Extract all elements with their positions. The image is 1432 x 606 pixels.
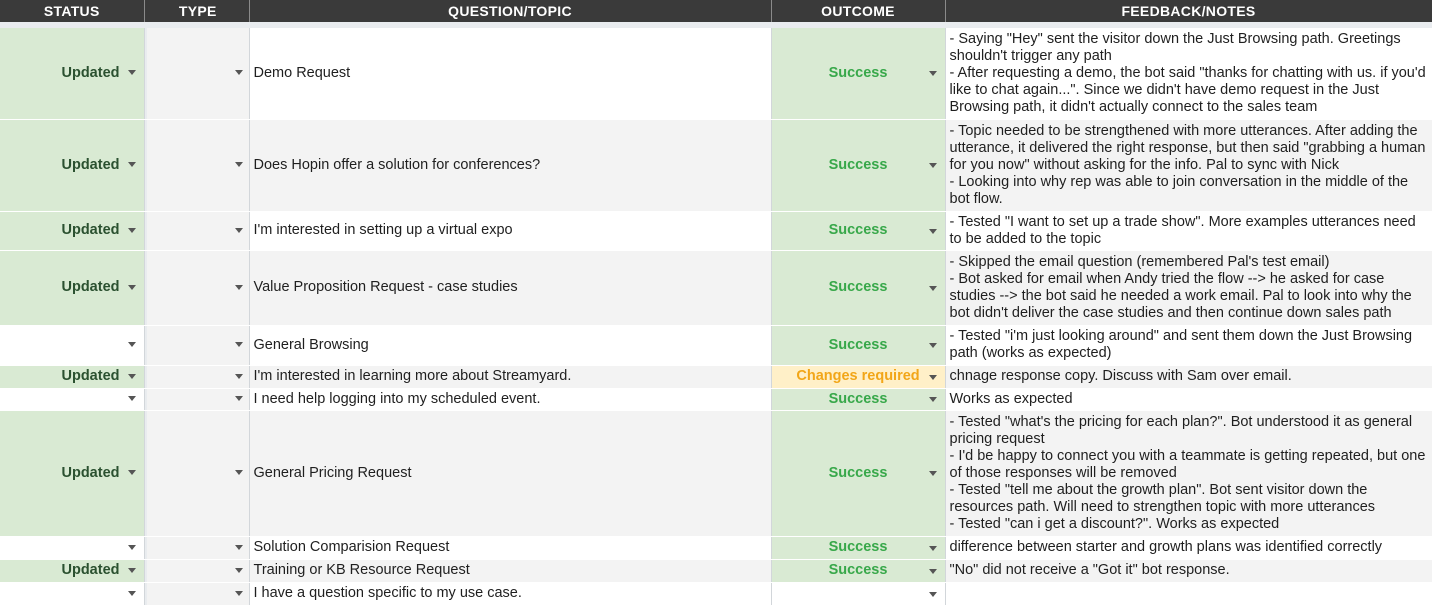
note-line: - Saying "Hey" sent the visitor down the Just Browsing path. Greetings shouldn't trigger any path xyxy=(949,30,1401,64)
chevron-down-icon[interactable] xyxy=(235,342,243,347)
header-status[interactable]: STATUS xyxy=(0,0,144,22)
chevron-down-icon[interactable] xyxy=(929,343,937,348)
note-line: - Skipped the email question (remembered Pal's test email) xyxy=(949,253,1330,270)
chevron-down-icon[interactable] xyxy=(235,591,243,596)
type-dropdown[interactable] xyxy=(147,325,249,365)
outcome-value: Success xyxy=(828,64,888,81)
header-question[interactable]: QUESTION/TOPIC xyxy=(249,0,771,22)
table-row xyxy=(0,325,1432,365)
status-dropdown[interactable] xyxy=(0,410,144,536)
question-cell[interactable]: General Browsing xyxy=(249,325,771,365)
chevron-down-icon[interactable] xyxy=(235,470,243,475)
chevron-down-icon[interactable] xyxy=(128,568,136,573)
question-cell[interactable]: Demo Request xyxy=(249,28,771,119)
note-line: - Tested "what's the pricing for each plan?". Bot understood it as general pricing request xyxy=(949,413,1413,447)
question-cell[interactable]: General Pricing Request xyxy=(249,410,771,536)
outcome-value: Success xyxy=(828,390,888,407)
chevron-down-icon[interactable] xyxy=(929,375,937,380)
type-dropdown[interactable] xyxy=(147,250,249,325)
note-line: - Bot asked for email when Andy tried the flow --> he asked for case studies --> the bot said he needed a work email. Pal to look into why the bot didn't deliver the case studies and then continue down sales path xyxy=(949,270,1412,321)
note-line: chnage response copy. Discuss with Sam over email. xyxy=(949,368,1292,384)
outcome-value: Changes required xyxy=(796,368,920,384)
notes-cell[interactable] xyxy=(945,211,1432,250)
chevron-down-icon[interactable] xyxy=(929,569,937,574)
chevron-down-icon[interactable] xyxy=(929,229,937,234)
note-line: Works as expected xyxy=(949,390,1073,407)
question-cell[interactable]: I need help logging into my scheduled event. xyxy=(249,388,771,410)
type-dropdown[interactable] xyxy=(147,119,249,211)
status-dropdown[interactable] xyxy=(0,388,144,410)
status-dropdown[interactable] xyxy=(0,250,144,325)
status-value: Updated xyxy=(61,368,120,384)
outcome-value: Success xyxy=(828,464,888,481)
note-line: - Topic needed to be strengthened with more utterances. After adding the utterance, it delivered the right response, but then said "grabbing a human for you now" without asking for the info. Pal to sync with Nick xyxy=(949,122,1426,173)
outcome-dropdown[interactable] xyxy=(771,250,945,325)
outcome-value: Success xyxy=(828,539,888,555)
question-cell[interactable]: I have a question specific to my use case. xyxy=(249,582,771,605)
chevron-down-icon[interactable] xyxy=(128,545,136,550)
chevron-down-icon[interactable] xyxy=(929,397,937,402)
table-row xyxy=(0,211,1432,250)
header-type[interactable]: TYPE xyxy=(147,0,249,22)
status-value: Updated xyxy=(61,464,120,481)
table-row xyxy=(0,119,1432,211)
status-dropdown[interactable] xyxy=(0,28,144,119)
status-value: Updated xyxy=(61,222,120,238)
question-cell[interactable]: I'm interested in learning more about Streamyard. xyxy=(249,365,771,388)
chevron-down-icon[interactable] xyxy=(235,545,243,550)
header-row xyxy=(0,0,1432,22)
outcome-value: Success xyxy=(828,222,888,238)
chevron-down-icon[interactable] xyxy=(929,471,937,476)
chevron-down-icon[interactable] xyxy=(235,285,243,290)
type-dropdown[interactable] xyxy=(147,582,249,605)
table-row xyxy=(0,536,1432,559)
note-line: "No" did not receive a "Got it" bot response. xyxy=(949,562,1230,578)
type-dropdown[interactable] xyxy=(147,559,249,582)
status-dropdown[interactable] xyxy=(0,365,144,388)
outcome-value: Success xyxy=(828,336,888,353)
note-line: - Tested "i'm just looking around" and sent them down the Just Browsing path (works as expected) xyxy=(949,328,1413,361)
table-row xyxy=(0,388,1432,410)
status-value: Updated xyxy=(61,156,120,173)
table-row xyxy=(0,28,1432,119)
notes-cell[interactable] xyxy=(945,410,1432,536)
notes-cell[interactable] xyxy=(945,559,1432,582)
chevron-down-icon[interactable] xyxy=(235,568,243,573)
chevron-down-icon[interactable] xyxy=(929,546,937,551)
table-row xyxy=(0,582,1432,605)
chevron-down-icon[interactable] xyxy=(128,70,136,75)
chevron-down-icon[interactable] xyxy=(128,374,136,379)
chevron-down-icon[interactable] xyxy=(128,162,136,167)
table-body xyxy=(0,28,1432,605)
status-dropdown[interactable] xyxy=(0,211,144,250)
status-value: Updated xyxy=(61,562,120,578)
outcome-dropdown[interactable] xyxy=(771,410,945,536)
header-outcome[interactable]: OUTCOME xyxy=(771,0,945,22)
question-cell[interactable]: Does Hopin offer a solution for conferences? xyxy=(249,119,771,211)
chevron-down-icon[interactable] xyxy=(235,228,243,233)
chevron-down-icon[interactable] xyxy=(929,163,937,168)
outcome-value: Success xyxy=(828,562,888,578)
status-dropdown[interactable] xyxy=(0,325,144,365)
question-cell[interactable]: Value Proposition Request - case studies xyxy=(249,250,771,325)
table-row xyxy=(0,559,1432,582)
outcome-value: Success xyxy=(828,156,888,173)
chevron-down-icon[interactable] xyxy=(128,470,136,475)
outcome-dropdown[interactable] xyxy=(771,582,945,605)
note-line: - Looking into why rep was able to join conversation in the middle of the bot flow. xyxy=(949,173,1409,207)
outcome-dropdown[interactable] xyxy=(771,388,945,410)
outcome-dropdown[interactable] xyxy=(771,536,945,559)
outcome-value: Success xyxy=(828,279,888,295)
status-value: Updated xyxy=(61,64,120,81)
chevron-down-icon[interactable] xyxy=(929,592,937,597)
status-dropdown[interactable] xyxy=(0,119,144,211)
note-line: difference between starter and growth plans was identified correctly xyxy=(949,539,1383,555)
status-dropdown[interactable] xyxy=(0,582,144,605)
outcome-dropdown[interactable] xyxy=(771,28,945,119)
table-row xyxy=(0,365,1432,388)
chevron-down-icon[interactable] xyxy=(235,70,243,75)
question-cell[interactable]: I'm interested in setting up a virtual expo xyxy=(249,211,771,250)
type-dropdown[interactable] xyxy=(147,28,249,119)
note-line: - After requesting a demo, the bot said "thanks for chatting with us. if you'd like to chat again...". Since we didn't have demo request in the Just Browsing path, it didn't actually connect to the sales team xyxy=(949,64,1426,115)
header-notes[interactable]: FEEDBACK/NOTES xyxy=(945,0,1432,22)
notes-cell[interactable] xyxy=(945,365,1432,388)
table-row xyxy=(0,250,1432,325)
type-dropdown[interactable] xyxy=(147,365,249,388)
note-line: - Tested "can i get a discount?". Works as expected xyxy=(949,515,1280,532)
notes-cell[interactable] xyxy=(945,325,1432,365)
status-dropdown[interactable] xyxy=(0,559,144,582)
type-dropdown[interactable] xyxy=(147,388,249,410)
status-dropdown[interactable] xyxy=(0,536,144,559)
notes-cell[interactable] xyxy=(945,536,1432,559)
note-line: - Tested "tell me about the growth plan". Bot sent visitor down the resources path. Will need to strengthen topic with more utterances xyxy=(949,481,1376,515)
note-line: - Tested "I want to set up a trade show". More examples utterances need to be added to the topic xyxy=(949,213,1416,247)
type-dropdown[interactable] xyxy=(147,536,249,559)
notes-cell[interactable] xyxy=(945,582,1432,605)
notes-cell[interactable] xyxy=(945,250,1432,325)
question-cell[interactable]: Training or KB Resource Request xyxy=(249,559,771,582)
chevron-down-icon[interactable] xyxy=(235,374,243,379)
note-line: - I'd be happy to connect you with a teammate is getting repeated, but one of those responses will be removed xyxy=(949,447,1426,481)
chevron-down-icon[interactable] xyxy=(128,285,136,290)
chevron-down-icon[interactable] xyxy=(929,286,937,291)
notes-cell[interactable] xyxy=(945,388,1432,410)
chevron-down-icon[interactable] xyxy=(128,228,136,233)
outcome-dropdown[interactable] xyxy=(771,211,945,250)
outcome-dropdown[interactable] xyxy=(771,119,945,211)
type-dropdown[interactable] xyxy=(147,211,249,250)
notes-cell[interactable] xyxy=(945,119,1432,211)
outcome-dropdown[interactable] xyxy=(771,559,945,582)
table-row xyxy=(0,410,1432,536)
status-value: Updated xyxy=(61,279,120,295)
chevron-down-icon[interactable] xyxy=(128,591,136,596)
outcome-dropdown[interactable] xyxy=(771,365,945,388)
notes-cell[interactable] xyxy=(945,28,1432,119)
chevron-down-icon[interactable] xyxy=(235,162,243,167)
outcome-dropdown[interactable] xyxy=(771,325,945,365)
chevron-down-icon[interactable] xyxy=(128,342,136,347)
question-cell[interactable]: Solution Comparision Request xyxy=(249,536,771,559)
chevron-down-icon[interactable] xyxy=(128,396,136,401)
chevron-down-icon[interactable] xyxy=(929,71,937,76)
chevron-down-icon[interactable] xyxy=(235,396,243,401)
type-dropdown[interactable] xyxy=(147,410,249,536)
